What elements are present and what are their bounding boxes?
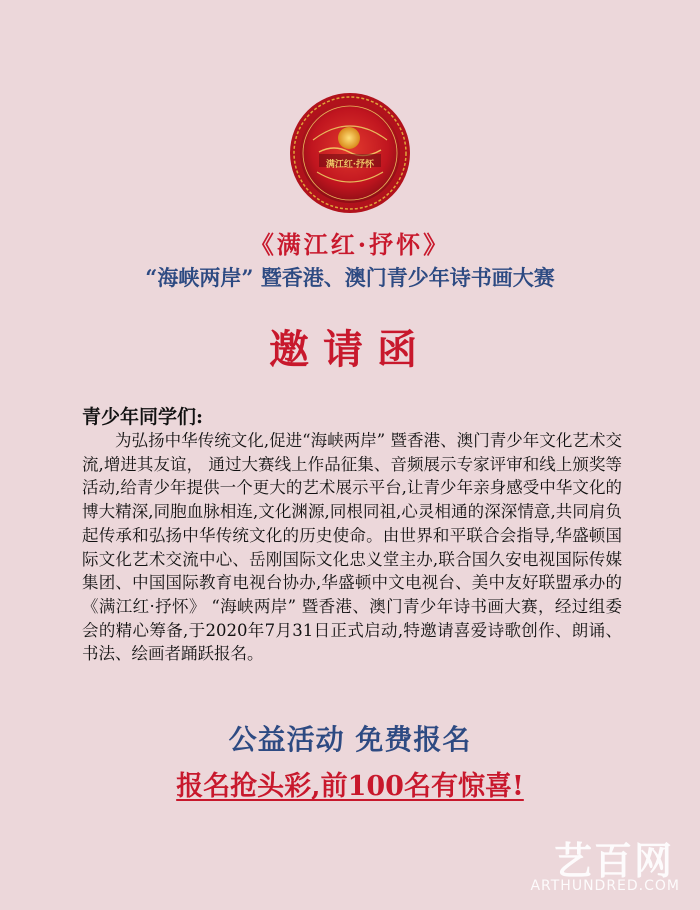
event-subtitle: “海峡两岸” 暨香港、澳门青少年诗书画大赛 — [145, 265, 555, 290]
slogan-free-registration: 公益活动 免费报名 — [228, 723, 472, 756]
watermark-logo: 艺百网 — [553, 839, 674, 883]
event-title: 《满江红·抒怀》 — [249, 230, 451, 259]
slogan-early-bird: 报名抢头彩,前100名有惊喜! — [176, 771, 524, 802]
invitation-heading: 邀请函 — [269, 326, 431, 373]
watermark-url: ARTHUNDRED.COM — [530, 878, 680, 894]
letter-body: 为弘扬中华传统文化,促进“海峡两岸” 暨香港、澳门青少年文化艺术交流,增进其友谊， 通过大赛线上作品征集、音频展示专家评审和线上颁奖等活动,给青少年提供一个更大的艺术展示平台,让青少年亲身感受中华文化的博大精深,同胞血脉相连,文化渊源,同根同祖,心灵相通的深深情意,共同肩负起传承和弘扬中华传统文化的历史使命。由世界和平联合会指导,华盛顿国际文化艺术交流中心、岳刚国际文化忠义堂主办,联合国久安电视国际传媒集团、中国国际教育电视台协办,华盛顿中文电视台、美中友好联盟承办的《满江红·抒怀》 “海峡两岸” 暨香港、澳门青少年诗书画大赛，经过组委会的精心筹备,于2020年7月31日正式启动,特邀请喜爱诗歌创作、朗诵、书法、绘画者踊跃报名。 — [82, 431, 622, 664]
letter-greeting: 青少年同学们: — [82, 406, 204, 428]
logo-text: 满江红·抒怀 — [325, 160, 375, 170]
red-seal-emblem-icon — [289, 92, 411, 214]
